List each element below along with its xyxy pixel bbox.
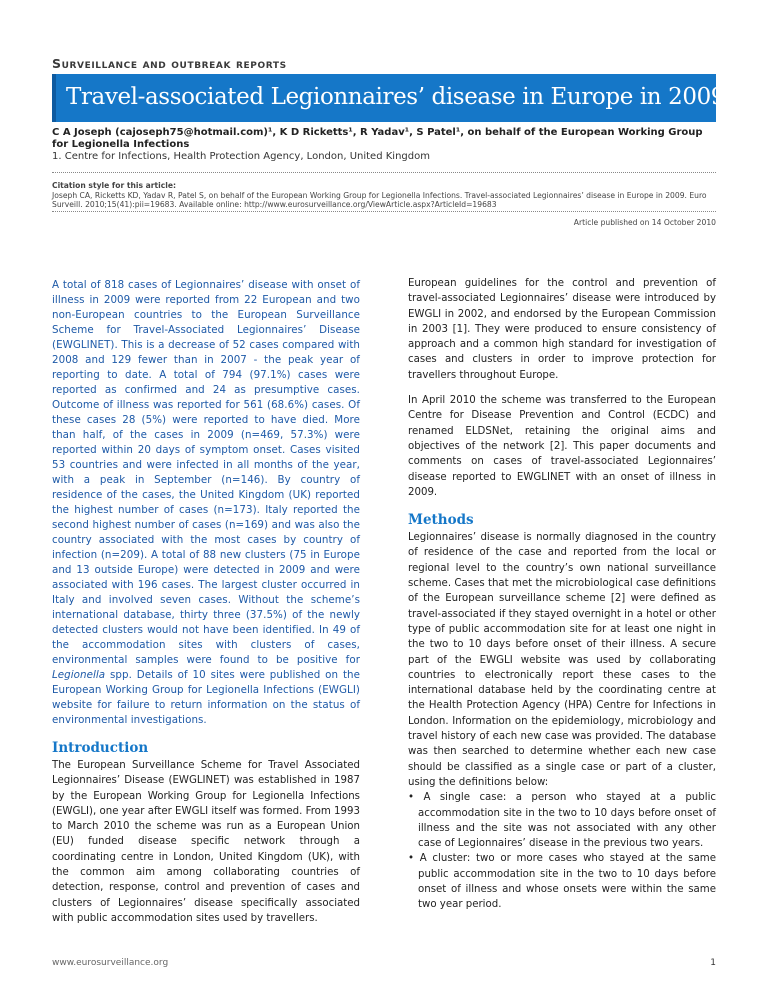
list-item: • A single case: a person who stayed at a public accommodation site in the two to 10 days before onset of illness and the site was not associated with any other case of Legionnaires’ disease in the previous two years. bbox=[408, 792, 716, 850]
guidelines-paragraph: European guidelines for the control and prevention of travel-associated Legionnaires’ disease were introduced by EWGLI in 2002, and endorsed by the European Commission in 2003 [1]. They were produced to ensure consistency of approach and a common high standard for investigation of cases and clusters in order to improve protection for travellers throughout Europe. bbox=[408, 278, 716, 381]
citation-block bbox=[52, 181, 716, 210]
affiliation: 1. Centre for Infections, Health Protection Agency, London, United Kingdom bbox=[52, 151, 430, 162]
left-column bbox=[52, 278, 360, 926]
publication-date: Article published on 14 October 2010 bbox=[573, 218, 716, 227]
divider bbox=[52, 211, 716, 212]
abstract bbox=[52, 278, 360, 728]
divider bbox=[52, 172, 716, 173]
methods-heading: Methods bbox=[408, 512, 474, 529]
citation-label: Citation style for this article: bbox=[52, 181, 177, 190]
methods-text: Legionnaires’ disease is normally diagnosed in the country of residence of the case and reported from the local or regional level to the country’s own national surveillance scheme. Cases that met the microbiological case definitions of the European surveillance scheme [2] were defined as travel-associated if they stayed overnight in a hotel or other type of public accommodation site for at least one night in the two to 10 days before onset of their illness. A secure part of the EWGLI website was used by collaborating countries to electronically report these cases to the international database held by the coordinating centre at the Health Protection Agency (HPA) Centre for Infections in London. Information on the epidemiology, microbiology and travel history of each new case was provided. The database was then searched to determine whether each new case should be classified as a single case or part of a cluster, using the definitions below: bbox=[408, 532, 716, 788]
abstract-italic-term: Legionella bbox=[52, 669, 106, 681]
section-label: Surveillance and outbreak reports bbox=[52, 56, 287, 71]
citation-text: Joseph CA, Ricketts KD, Yadav R, Patel S, on behalf of the European Working Group for Legionella Infections. Travel-associated Legionnaires’ disease in Europe in 2009. Euro Surveill. 2010;15(41):pii=19683. Available online: http://www.eurosurveillance.org/ViewArticle.aspx?ArticleId=19683 bbox=[52, 190, 707, 209]
right-column bbox=[408, 276, 716, 913]
footer-url: www.eurosurveillance.org bbox=[52, 958, 169, 968]
author-list: C A Joseph (cajoseph75@hotmail.com)¹, K D Ricketts¹, R Yadav¹, S Patel¹, on behalf of the European Working Group for Legionella Infections bbox=[52, 127, 703, 150]
page-number: 1 bbox=[710, 958, 716, 968]
abstract-text: A total of 818 cases of Legionnaires’ disease with onset of illness in 2009 were reported from 22 European and two non-European countries to the European Surveillance Scheme for Travel-Associated Legionnaires’ Disease (EWGLINET). This is a decrease of 52 cases compared with 2008 and 129 fewer than in 2007 - the peak year of reporting to date. A total of 794 (97.1%) cases were reported as confirmed and 24 as presumptive cases. Outcome of illness was reported for 561 (68.6%) cases. Of these cases 28 (5%) were reported to have died. More than half, of the cases in 2009 (n=469, 57.3%) were reported within 20 days of symptom onset. Cases visited 53 countries and were infected in all months of the year, with a peak in September (n=146). By country of residence of the cases, the United Kingdom (UK) reported the highest number of cases (n=173). Italy reported the second highest number of cases (n=169) and was also the country associated with the most cases by country of infection (n=209). A total of 88 new clusters (75 in Europe and 13 outside Europe) were detected in 2009 and were associated with 196 cases. The largest cluster occurred in Italy and involved seven cases. Without the scheme’s international database, thirty three (37.5%) of the newly detected clusters would not have been identified. In 49 of the accommodation sites with clusters of cases, environmental samples were found to be positive for bbox=[52, 279, 360, 666]
transfer-paragraph: In April 2010 the scheme was transferred to the European Centre for Disease Prevention and Control (ECDC) and renamed ELDSNet, retaining the original aims and objectives of the network [2]. This paper documents and comments on cases of travel-associated Legionnaires’ disease reported to EWGLINET with an onset of illness in 2009. bbox=[408, 395, 716, 498]
definition-list bbox=[408, 790, 716, 912]
introduction-heading: Introduction bbox=[52, 740, 149, 756]
list-item: • A cluster: two or more cases who stayed at the same public accommodation site in the two to 10 days before onset of illness and whose onsets were within the same two year period. bbox=[408, 853, 716, 911]
abstract-text-end: spp. Details of 10 sites were published on the European Working Group for Legionella Infections (EWGLI) website for failure to return information on the status of environmental investigations. bbox=[52, 669, 360, 726]
article-title: Travel-associated Legionnaires’ disease in Europe in 2009 bbox=[66, 84, 726, 110]
introduction-text: The European Surveillance Scheme for Travel Associated Legionnaires’ Disease (EWGLINET) was established in 1987 by the European Working Group for Legionella Infections (EWGLI), one year after EWGLI itself was formed. From 1993 to March 2010 the scheme was run as a European Union (EU) funded disease specific network through a coordinating centre in London, United Kingdom (UK), with the common aim among collaborating countries of detection, response, control and prevention of cases and clusters of Legionnaires’ disease specifically associated with public accommodation sites used by travellers. bbox=[52, 760, 360, 924]
title-banner bbox=[52, 74, 726, 122]
